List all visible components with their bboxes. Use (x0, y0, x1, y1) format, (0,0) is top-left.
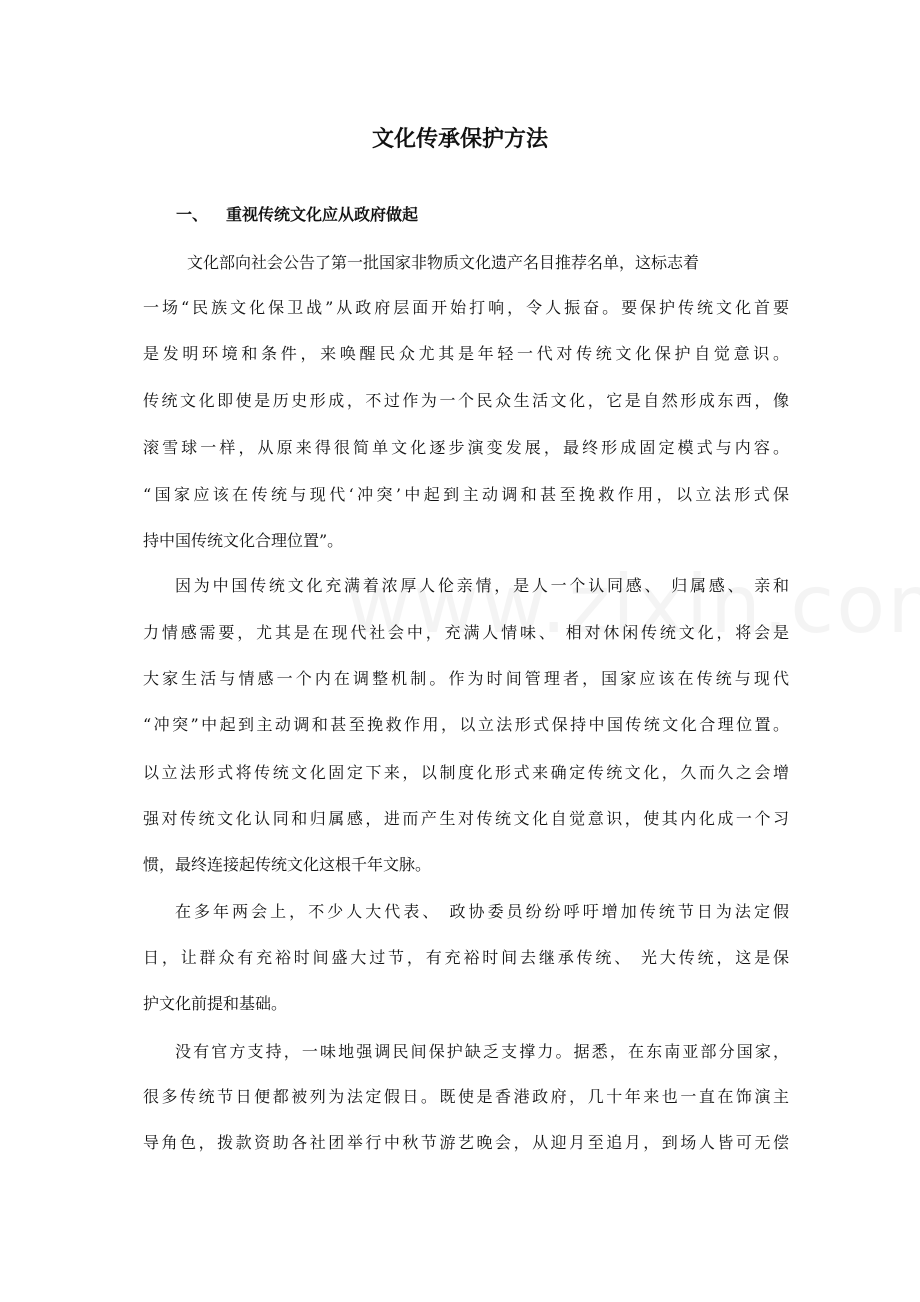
section-heading (176, 203, 418, 227)
paragraph-line: 滚雪球一样，从原来得很简单文化逐步演变发展，最终形成固定模式与内容。 (143, 438, 789, 457)
paragraph-line: 文化部向社会公告了第一批国家非物质文化遗产名目推荐名单，这标志着 (187, 253, 700, 272)
document-title: 文化传承保护方法 (371, 127, 548, 152)
paragraph-line: 在多年两会上，不少人大代表、 政协委员纷纷呼吁增加传统节日为法定假 (175, 902, 789, 921)
paragraph-line: 护文化前提和基础。 (143, 994, 288, 1013)
paragraph-line: 日，让群众有充裕时间盛大过节，有充裕时间去继承传统、 光大传统，这是保 (143, 948, 789, 967)
section-heading-text: 重视传统文化应从政府做起 (226, 205, 419, 224)
paragraph-line: 因为中国传统文化充满着浓厚人伦亲情，是人一个认同感、 归属感、 亲和 (175, 576, 789, 595)
paragraph-line: 很多传统节日便都被列为法定假日。既使是香港政府，几十年来也一直在饰演主 (143, 1087, 789, 1106)
paragraph-line: 惯，最终连接起传统文化这根千年文脉。 (143, 855, 432, 874)
paragraph-line: 力情感需要，尤其是在现代社会中，充满人情味、 相对休闲传统文化，将会是 (143, 623, 789, 642)
paragraph-line: 强对传统文化认同和归属感，进而产生对传统文化自觉意识，使其内化成一个习 (143, 809, 789, 828)
paragraph-line: 持中国传统文化合理位置”。 (143, 531, 344, 550)
paragraph-line: 传统文化即使是历史形成，不过作为一个民众生活文化，它是自然形成东西，像 (143, 391, 789, 410)
paragraph-line: 大家生活与情感一个内在调整机制。作为时间管理者，国家应该在传统与现代 (143, 669, 789, 688)
paragraph-line: “国家应该在传统与现代‘冲突’中起到主动调和甚至挽救作用，以立法形式保 (143, 485, 789, 504)
paragraph-line: 是发明环境和条件，来唤醒民众尤其是年轻一代对传统文化保护自觉意识。 (143, 344, 789, 363)
paragraph-line: 以立法形式将传统文化固定下来，以制度化形式来确定传统文化，久而久之会增 (143, 763, 789, 782)
paragraph-line: 没有官方支持，一味地强调民间保护缺乏支撑力。据悉，在东南亚部分国家， (175, 1042, 789, 1061)
paragraph-line: “冲突”中起到主动调和甚至挽救作用，以立法形式保持中国传统文化合理位置。 (143, 715, 789, 734)
paragraph-line: 导角色，拨款资助各社团举行中秋节游艺晚会，从迎月至追月，到场人皆可无偿 (143, 1133, 789, 1152)
section-number: 一、 (176, 205, 209, 224)
paragraph-line: 一场“民族文化保卫战”从政府层面开始打响，令人振奋。要保护传统文化首要 (143, 298, 789, 317)
